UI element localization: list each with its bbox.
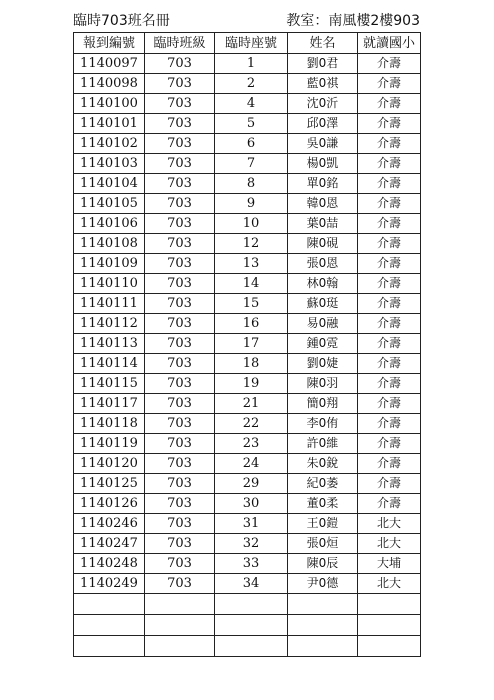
temp-seat-cell: 5: [215, 114, 288, 134]
table-row: [74, 94, 421, 114]
roster-table: [73, 32, 421, 657]
temp-class-cell: 703: [145, 394, 215, 414]
temp-class-cell: 703: [145, 174, 215, 194]
name-cell: 陳0硯: [288, 234, 358, 254]
registration-no-cell: 1140104: [74, 174, 145, 194]
name-cell: 單0銘: [288, 174, 358, 194]
temp-class-cell: 703: [145, 534, 215, 554]
school-cell: 介壽: [358, 134, 421, 154]
column-header-temp-seat: 臨時座號: [215, 33, 288, 54]
temp-class-cell: 703: [145, 474, 215, 494]
temp-class-cell: 703: [145, 234, 215, 254]
registration-no-cell: 1140249: [74, 574, 145, 594]
table-row: [74, 294, 421, 314]
registration-no-cell: 1140118: [74, 414, 145, 434]
temp-seat-cell: 30: [215, 494, 288, 514]
table-row: [74, 314, 421, 334]
name-cell: 邱0澤: [288, 114, 358, 134]
name-cell: 藍0祺: [288, 74, 358, 94]
temp-seat-cell: 12: [215, 234, 288, 254]
registration-no-cell: 1140120: [74, 454, 145, 474]
blank-cell: [215, 615, 288, 636]
classroom-label: 教室：南風樓2樓903: [286, 13, 420, 29]
table-row: [74, 374, 421, 394]
table-row: [74, 154, 421, 174]
table-row: [74, 274, 421, 294]
temp-class-cell: 703: [145, 214, 215, 234]
name-cell: 劉0婕: [288, 354, 358, 374]
temp-seat-cell: 18: [215, 354, 288, 374]
table-row: [74, 494, 421, 514]
table-row: [74, 354, 421, 374]
temp-seat-cell: 4: [215, 94, 288, 114]
temp-class-cell: 703: [145, 274, 215, 294]
registration-no-cell: 1140100: [74, 94, 145, 114]
temp-seat-cell: 31: [215, 514, 288, 534]
school-cell: 介壽: [358, 174, 421, 194]
temp-class-cell: 703: [145, 54, 215, 74]
blank-cell: [145, 594, 215, 615]
temp-class-cell: 703: [145, 334, 215, 354]
temp-seat-cell: 32: [215, 534, 288, 554]
table-row: [74, 414, 421, 434]
table-row: [74, 534, 421, 554]
table-row: [74, 174, 421, 194]
name-cell: 林0翰: [288, 274, 358, 294]
school-cell: 介壽: [358, 274, 421, 294]
school-cell: 介壽: [358, 474, 421, 494]
table-row: [74, 474, 421, 494]
blank-table-row: [74, 615, 421, 636]
column-header-temp-class: 臨時班級: [145, 33, 215, 54]
school-cell: 介壽: [358, 454, 421, 474]
temp-class-cell: 703: [145, 554, 215, 574]
name-cell: 李0侑: [288, 414, 358, 434]
blank-cell: [74, 636, 145, 657]
registration-no-cell: 1140111: [74, 294, 145, 314]
table-row: [74, 254, 421, 274]
school-cell: 介壽: [358, 54, 421, 74]
school-cell: 介壽: [358, 374, 421, 394]
school-cell: 介壽: [358, 214, 421, 234]
temp-class-cell: 703: [145, 294, 215, 314]
column-header-name: 姓名: [288, 33, 358, 54]
name-cell: 朱0銳: [288, 454, 358, 474]
table-row: [74, 134, 421, 154]
name-cell: 王0鎧: [288, 514, 358, 534]
registration-no-cell: 1140103: [74, 154, 145, 174]
registration-no-cell: 1140119: [74, 434, 145, 454]
school-cell: 介壽: [358, 434, 421, 454]
name-cell: 沈0沂: [288, 94, 358, 114]
roster-body: [74, 54, 421, 657]
name-cell: 陳0羽: [288, 374, 358, 394]
registration-no-cell: 1140247: [74, 534, 145, 554]
temp-seat-cell: 34: [215, 574, 288, 594]
temp-class-cell: 703: [145, 354, 215, 374]
school-cell: 介壽: [358, 394, 421, 414]
registration-no-cell: 1140110: [74, 274, 145, 294]
table-row: [74, 574, 421, 594]
temp-seat-cell: 16: [215, 314, 288, 334]
temp-seat-cell: 15: [215, 294, 288, 314]
registration-no-cell: 1140246: [74, 514, 145, 534]
blank-cell: [358, 636, 421, 657]
blank-cell: [288, 636, 358, 657]
blank-cell: [288, 615, 358, 636]
registration-no-cell: 1140114: [74, 354, 145, 374]
school-cell: 介壽: [358, 94, 421, 114]
school-cell: 介壽: [358, 494, 421, 514]
name-cell: 陳0辰: [288, 554, 358, 574]
registration-no-cell: 1140097: [74, 54, 145, 74]
school-cell: 大埔: [358, 554, 421, 574]
temp-seat-cell: 1: [215, 54, 288, 74]
school-cell: 介壽: [358, 74, 421, 94]
name-cell: 尹0德: [288, 574, 358, 594]
name-cell: 簡0翔: [288, 394, 358, 414]
name-cell: 劉0君: [288, 54, 358, 74]
temp-seat-cell: 33: [215, 554, 288, 574]
name-cell: 張0烜: [288, 534, 358, 554]
table-row: [74, 454, 421, 474]
temp-class-cell: 703: [145, 154, 215, 174]
blank-cell: [358, 594, 421, 615]
temp-class-cell: 703: [145, 414, 215, 434]
blank-cell: [145, 615, 215, 636]
school-cell: 介壽: [358, 294, 421, 314]
registration-no-cell: 1140098: [74, 74, 145, 94]
school-cell: 介壽: [358, 154, 421, 174]
temp-class-cell: 703: [145, 94, 215, 114]
school-cell: 北大: [358, 574, 421, 594]
temp-class-cell: 703: [145, 494, 215, 514]
table-row: [74, 394, 421, 414]
blank-cell: [288, 594, 358, 615]
temp-seat-cell: 10: [215, 214, 288, 234]
temp-seat-cell: 8: [215, 174, 288, 194]
school-cell: 介壽: [358, 234, 421, 254]
temp-class-cell: 703: [145, 574, 215, 594]
blank-cell: [358, 615, 421, 636]
school-cell: 介壽: [358, 114, 421, 134]
table-row: [74, 334, 421, 354]
temp-class-cell: 703: [145, 374, 215, 394]
blank-cell: [215, 594, 288, 615]
school-cell: 北大: [358, 534, 421, 554]
temp-class-cell: 703: [145, 254, 215, 274]
temp-class-cell: 703: [145, 454, 215, 474]
temp-seat-cell: 7: [215, 154, 288, 174]
registration-no-cell: 1140102: [74, 134, 145, 154]
blank-cell: [74, 615, 145, 636]
school-cell: 介壽: [358, 314, 421, 334]
name-cell: 鍾0霓: [288, 334, 358, 354]
registration-no-cell: 1140106: [74, 214, 145, 234]
temp-seat-cell: 14: [215, 274, 288, 294]
table-row: [74, 554, 421, 574]
registration-no-cell: 1140248: [74, 554, 145, 574]
temp-seat-cell: 19: [215, 374, 288, 394]
school-cell: 介壽: [358, 414, 421, 434]
temp-seat-cell: 21: [215, 394, 288, 414]
blank-cell: [215, 636, 288, 657]
temp-seat-cell: 6: [215, 134, 288, 154]
temp-seat-cell: 13: [215, 254, 288, 274]
registration-no-cell: 1140126: [74, 494, 145, 514]
registration-no-cell: 1140117: [74, 394, 145, 414]
registration-no-cell: 1140125: [74, 474, 145, 494]
table-row: [74, 114, 421, 134]
registration-no-cell: 1140105: [74, 194, 145, 214]
name-cell: 易0融: [288, 314, 358, 334]
blank-cell: [145, 636, 215, 657]
temp-seat-cell: 2: [215, 74, 288, 94]
table-row: [74, 214, 421, 234]
temp-class-cell: 703: [145, 314, 215, 334]
school-cell: 介壽: [358, 334, 421, 354]
temp-seat-cell: 23: [215, 434, 288, 454]
table-row: [74, 434, 421, 454]
name-cell: 許0維: [288, 434, 358, 454]
blank-table-row: [74, 636, 421, 657]
registration-no-cell: 1140101: [74, 114, 145, 134]
registration-no-cell: 1140113: [74, 334, 145, 354]
registration-no-cell: 1140115: [74, 374, 145, 394]
temp-class-cell: 703: [145, 514, 215, 534]
blank-table-row: [74, 594, 421, 615]
temp-seat-cell: 22: [215, 414, 288, 434]
name-cell: 吳0謙: [288, 134, 358, 154]
school-cell: 介壽: [358, 254, 421, 274]
roster-header: [73, 11, 420, 33]
table-row: [74, 234, 421, 254]
temp-class-cell: 703: [145, 114, 215, 134]
temp-class-cell: 703: [145, 434, 215, 454]
name-cell: 紀0萎: [288, 474, 358, 494]
temp-seat-cell: 24: [215, 454, 288, 474]
table-row: [74, 514, 421, 534]
registration-no-cell: 1140109: [74, 254, 145, 274]
school-cell: 介壽: [358, 354, 421, 374]
name-cell: 楊0凱: [288, 154, 358, 174]
registration-no-cell: 1140112: [74, 314, 145, 334]
temp-seat-cell: 29: [215, 474, 288, 494]
registration-no-cell: 1140108: [74, 234, 145, 254]
name-cell: 蘇0珽: [288, 294, 358, 314]
temp-class-cell: 703: [145, 134, 215, 154]
table-header-row: [74, 33, 421, 54]
blank-cell: [74, 594, 145, 615]
school-cell: 介壽: [358, 194, 421, 214]
table-row: [74, 194, 421, 214]
roster-title: 臨時703班名冊: [73, 13, 170, 29]
temp-class-cell: 703: [145, 194, 215, 214]
name-cell: 韓0恩: [288, 194, 358, 214]
name-cell: 張0恩: [288, 254, 358, 274]
school-cell: 北大: [358, 514, 421, 534]
table-row: [74, 54, 421, 74]
temp-seat-cell: 9: [215, 194, 288, 214]
column-header-registration-no: 報到編號: [74, 33, 145, 54]
name-cell: 董0柔: [288, 494, 358, 514]
table-row: [74, 74, 421, 94]
name-cell: 葉0喆: [288, 214, 358, 234]
temp-seat-cell: 17: [215, 334, 288, 354]
column-header-elementary-school: 就讀國小: [358, 33, 421, 54]
temp-class-cell: 703: [145, 74, 215, 94]
